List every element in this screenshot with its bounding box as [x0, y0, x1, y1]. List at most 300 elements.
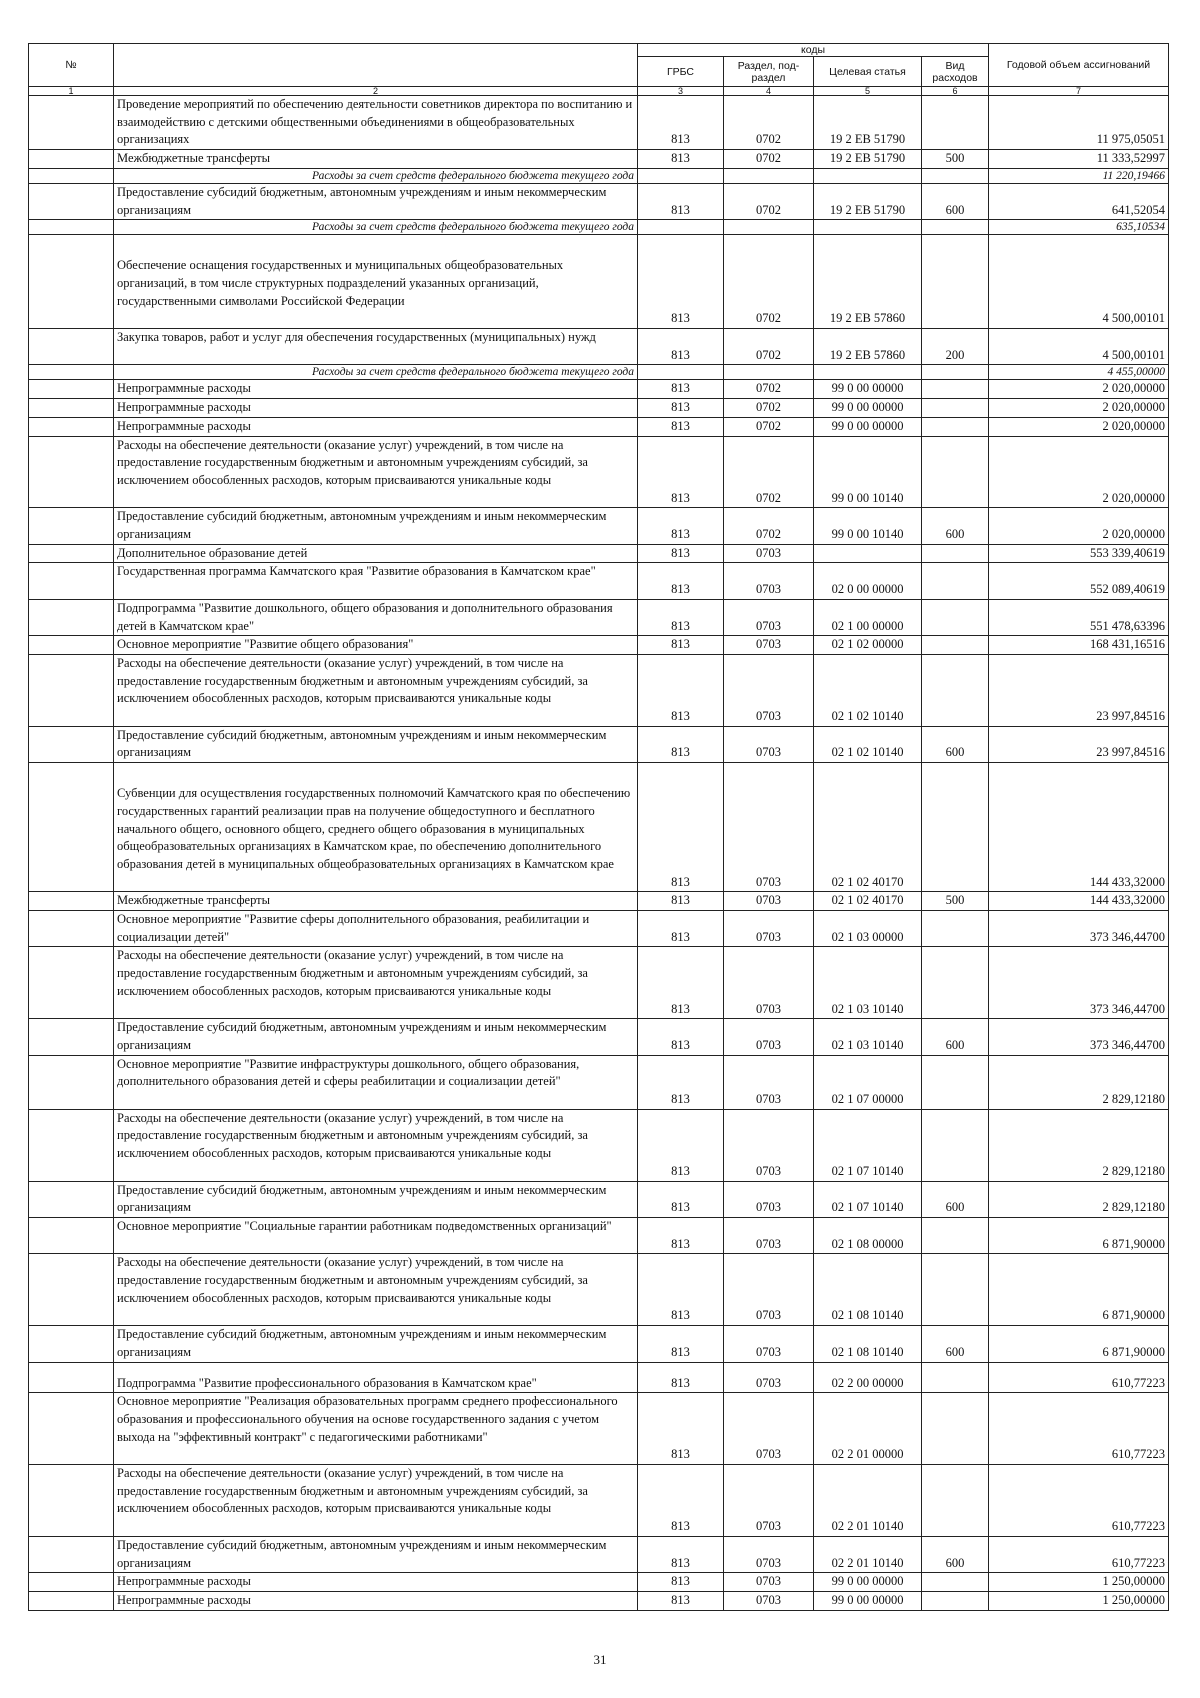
budget-sheet	[28, 43, 1168, 1611]
table-row	[29, 911, 1169, 947]
row-razdel-cell: 0703	[724, 1181, 814, 1217]
row-number-cell	[29, 436, 114, 508]
table-row	[29, 1362, 1169, 1393]
row-razdel-cell: 0703	[724, 1326, 814, 1362]
row-amount-cell: 373 346,44700	[989, 911, 1169, 947]
row-celevaya-cell: 19 2 EB 51790	[814, 183, 922, 219]
row-razdel-cell: 0703	[724, 544, 814, 563]
row-name-cell: Основное мероприятие "Социальные гарантии работникам подведомственных организаций"	[114, 1217, 638, 1253]
row-amount-cell: 610,77223	[989, 1393, 1169, 1465]
table-row	[29, 96, 1169, 150]
row-vid-cell	[922, 1465, 989, 1537]
row-grbs-cell: 813	[638, 399, 724, 418]
row-vid-cell: 600	[922, 726, 989, 762]
row-amount-cell: 1 250,00000	[989, 1573, 1169, 1592]
row-celevaya-cell: 19 2 EB 51790	[814, 150, 922, 169]
row-grbs-cell	[638, 168, 724, 183]
row-celevaya-cell: 19 2 EB 51790	[814, 96, 922, 150]
row-grbs-cell: 813	[638, 1536, 724, 1572]
row-celevaya-cell: 99 0 00 00000	[814, 380, 922, 399]
row-grbs-cell: 813	[638, 947, 724, 1019]
row-razdel-cell: 0703	[724, 1254, 814, 1326]
row-celevaya-cell: 02 1 03 10140	[814, 947, 922, 1019]
row-grbs-cell	[638, 365, 724, 380]
row-grbs-cell: 813	[638, 436, 724, 508]
row-amount-cell: 2 829,12180	[989, 1181, 1169, 1217]
row-vid-cell	[922, 636, 989, 655]
row-celevaya-cell: 02 1 02 00000	[814, 636, 922, 655]
row-amount-cell: 144 433,32000	[989, 892, 1169, 911]
row-amount-cell: 144 433,32000	[989, 763, 1169, 892]
row-name-cell: Основное мероприятие "Развитие общего образования"	[114, 636, 638, 655]
row-celevaya-cell: 02 1 08 00000	[814, 1217, 922, 1253]
row-razdel-cell: 0703	[724, 1217, 814, 1253]
row-number-cell	[29, 636, 114, 655]
row-razdel-cell	[724, 365, 814, 380]
row-grbs-cell: 813	[638, 183, 724, 219]
row-name-cell: Предоставление субсидий бюджетным, автономным учреждениям и иным некоммерческим организациям	[114, 1019, 638, 1055]
row-celevaya-cell	[814, 544, 922, 563]
header-codes: коды	[638, 44, 989, 57]
row-vid-cell	[922, 380, 989, 399]
row-celevaya-cell: 02 2 01 10140	[814, 1536, 922, 1572]
table-row	[29, 399, 1169, 418]
table-row	[29, 1326, 1169, 1362]
row-razdel-cell: 0702	[724, 96, 814, 150]
row-celevaya-cell: 02 1 03 10140	[814, 1019, 922, 1055]
row-number-cell	[29, 947, 114, 1019]
row-name-cell: Непрограммные расходы	[114, 417, 638, 436]
row-amount-cell: 6 871,90000	[989, 1254, 1169, 1326]
table-row	[29, 329, 1169, 365]
row-grbs-cell: 813	[638, 911, 724, 947]
row-number-cell	[29, 599, 114, 635]
row-vid-cell	[922, 1217, 989, 1253]
row-name-cell: Государственная программа Камчатского края "Развитие образования в Камчатском крае"	[114, 563, 638, 599]
row-number-cell	[29, 417, 114, 436]
row-razdel-cell: 0703	[724, 1591, 814, 1610]
row-vid-cell	[922, 399, 989, 418]
row-razdel-cell: 0702	[724, 150, 814, 169]
row-celevaya-cell: 02 1 03 00000	[814, 911, 922, 947]
table-row	[29, 947, 1169, 1019]
row-razdel-cell: 0702	[724, 183, 814, 219]
page-number: 31	[593, 1652, 607, 1667]
table-row	[29, 563, 1169, 599]
row-razdel-cell: 0703	[724, 892, 814, 911]
row-vid-cell: 200	[922, 329, 989, 365]
row-name-cell: Проведение мероприятий по обеспечению деятельности советников директора по воспитанию и взаимодействию с детскими общественными объединениями в общеобразовательных организациях	[114, 96, 638, 150]
row-amount-cell: 373 346,44700	[989, 1019, 1169, 1055]
row-vid-cell	[922, 1591, 989, 1610]
row-vid-cell	[922, 417, 989, 436]
budget-table	[28, 43, 1169, 1611]
row-razdel-cell: 0703	[724, 636, 814, 655]
row-name-cell: Расходы за счет средств федерального бюджета текущего года	[114, 220, 638, 235]
table-row	[29, 599, 1169, 635]
table-row	[29, 1181, 1169, 1217]
row-vid-cell: 600	[922, 1019, 989, 1055]
row-razdel-cell: 0702	[724, 436, 814, 508]
row-vid-cell	[922, 654, 989, 726]
row-grbs-cell: 813	[638, 1055, 724, 1109]
row-grbs-cell: 813	[638, 1326, 724, 1362]
row-vid-cell	[922, 544, 989, 563]
col-number: 7	[989, 87, 1169, 96]
table-row	[29, 183, 1169, 219]
row-amount-cell: 2 020,00000	[989, 508, 1169, 544]
row-name-cell: Подпрограмма "Развитие профессионального образования в Камчатском крае"	[114, 1362, 638, 1393]
row-name-cell: Подпрограмма "Развитие дошкольного, общего образования и дополнительного образования детей в Камчатском крае"	[114, 599, 638, 635]
row-razdel-cell: 0702	[724, 380, 814, 399]
row-celevaya-cell: 02 2 01 10140	[814, 1465, 922, 1537]
row-number-cell	[29, 1217, 114, 1253]
header-celevaya: Целевая статья	[814, 57, 922, 87]
row-celevaya-cell	[814, 220, 922, 235]
table-row	[29, 544, 1169, 563]
row-celevaya-cell: 19 2 EB 57860	[814, 235, 922, 329]
row-razdel-cell: 0703	[724, 654, 814, 726]
table-row	[29, 1217, 1169, 1253]
row-celevaya-cell	[814, 168, 922, 183]
row-celevaya-cell: 99 0 00 00000	[814, 1573, 922, 1592]
row-razdel-cell: 0703	[724, 563, 814, 599]
row-grbs-cell: 813	[638, 1109, 724, 1181]
row-amount-cell: 2 020,00000	[989, 399, 1169, 418]
col-number: 2	[114, 87, 638, 96]
col-number: 5	[814, 87, 922, 96]
row-amount-cell: 4 455,00000	[989, 365, 1169, 380]
row-grbs-cell: 813	[638, 563, 724, 599]
row-razdel-cell: 0703	[724, 763, 814, 892]
row-amount-cell: 2 829,12180	[989, 1055, 1169, 1109]
row-amount-cell: 610,77223	[989, 1362, 1169, 1393]
col-number: 1	[29, 87, 114, 96]
row-vid-cell	[922, 763, 989, 892]
row-number-cell	[29, 1393, 114, 1465]
row-grbs-cell: 813	[638, 380, 724, 399]
row-number-cell	[29, 150, 114, 169]
table-row	[29, 1019, 1169, 1055]
row-celevaya-cell: 02 2 01 00000	[814, 1393, 922, 1465]
row-grbs-cell: 813	[638, 329, 724, 365]
row-name-cell: Расходы на обеспечение деятельности (оказание услуг) учреждений, в том числе на предоставление государственным бюджетным и автономным учреждениям субсидий, за исключением обособленных расходов, которым присваиваются уникальные коды	[114, 654, 638, 726]
row-name-cell: Расходы на обеспечение деятельности (оказание услуг) учреждений, в том числе на предоставление государственным бюджетным и автономным учреждениям субсидий, за исключением обособленных расходов, которым присваиваются уникальные коды	[114, 1465, 638, 1537]
table-header	[29, 44, 1169, 96]
row-vid-cell	[922, 1055, 989, 1109]
row-razdel-cell: 0703	[724, 1362, 814, 1393]
row-name-cell: Предоставление субсидий бюджетным, автономным учреждениям и иным некоммерческим организациям	[114, 726, 638, 762]
note-row	[29, 168, 1169, 183]
row-name-cell: Основное мероприятие "Реализация образовательных программ среднего профессионального образования и профессионального обучения на основе государственного задания с учетом выхода на "эффективный контракт" с педагогическими работниками"	[114, 1393, 638, 1465]
row-name-cell: Основное мероприятие "Развитие инфраструктуры дошкольного, общего образования, дополнительного образования детей и сферы реабилитации и социализации детей"	[114, 1055, 638, 1109]
row-vid-cell: 500	[922, 150, 989, 169]
row-razdel-cell: 0703	[724, 726, 814, 762]
row-number-cell	[29, 892, 114, 911]
row-number-cell	[29, 763, 114, 892]
row-number-cell	[29, 168, 114, 183]
row-vid-cell: 600	[922, 1326, 989, 1362]
table-row	[29, 654, 1169, 726]
row-number-cell	[29, 1536, 114, 1572]
header-name	[114, 44, 638, 87]
row-name-cell: Предоставление субсидий бюджетным, автономным учреждениям и иным некоммерческим организациям	[114, 183, 638, 219]
row-vid-cell	[922, 220, 989, 235]
row-grbs-cell: 813	[638, 892, 724, 911]
table-row	[29, 1591, 1169, 1610]
row-number-cell	[29, 1055, 114, 1109]
table-row	[29, 726, 1169, 762]
row-number-cell	[29, 183, 114, 219]
row-number-cell	[29, 563, 114, 599]
row-amount-cell: 641,52054	[989, 183, 1169, 219]
row-vid-cell	[922, 436, 989, 508]
row-amount-cell: 551 478,63396	[989, 599, 1169, 635]
table-row	[29, 763, 1169, 892]
row-grbs-cell: 813	[638, 654, 724, 726]
table-row	[29, 235, 1169, 329]
table-row	[29, 508, 1169, 544]
row-razdel-cell: 0703	[724, 1465, 814, 1537]
row-amount-cell: 23 997,84516	[989, 654, 1169, 726]
row-grbs-cell: 813	[638, 599, 724, 635]
row-razdel-cell: 0702	[724, 329, 814, 365]
row-number-cell	[29, 1362, 114, 1393]
row-name-cell: Межбюджетные трансферты	[114, 150, 638, 169]
row-name-cell: Предоставление субсидий бюджетным, автономным учреждениям и иным некоммерческим организациям	[114, 508, 638, 544]
row-vid-cell	[922, 1362, 989, 1393]
row-name-cell: Предоставление субсидий бюджетным, автономным учреждениям и иным некоммерческим организациям	[114, 1536, 638, 1572]
row-amount-cell: 2 020,00000	[989, 417, 1169, 436]
row-number-cell	[29, 96, 114, 150]
row-celevaya-cell: 99 0 00 00000	[814, 417, 922, 436]
row-name-cell: Предоставление субсидий бюджетным, автономным учреждениям и иным некоммерческим организациям	[114, 1326, 638, 1362]
row-vid-cell: 600	[922, 1181, 989, 1217]
row-razdel-cell: 0702	[724, 399, 814, 418]
row-vid-cell	[922, 1109, 989, 1181]
row-razdel-cell	[724, 220, 814, 235]
table-row	[29, 1055, 1169, 1109]
row-number-cell	[29, 329, 114, 365]
row-name-cell: Непрограммные расходы	[114, 1591, 638, 1610]
row-celevaya-cell: 99 0 00 00000	[814, 1591, 922, 1610]
row-number-cell	[29, 544, 114, 563]
col-number: 3	[638, 87, 724, 96]
row-celevaya-cell: 02 1 00 00000	[814, 599, 922, 635]
row-number-cell	[29, 726, 114, 762]
row-celevaya-cell: 02 1 02 40170	[814, 892, 922, 911]
row-name-cell: Межбюджетные трансферты	[114, 892, 638, 911]
table-row	[29, 1393, 1169, 1465]
row-grbs-cell: 813	[638, 1217, 724, 1253]
header-vid: Вид расходов	[922, 57, 989, 87]
row-razdel-cell: 0703	[724, 1019, 814, 1055]
row-amount-cell: 2 020,00000	[989, 380, 1169, 399]
row-razdel-cell: 0703	[724, 1109, 814, 1181]
row-number-cell	[29, 380, 114, 399]
row-vid-cell	[922, 563, 989, 599]
row-amount-cell: 553 339,40619	[989, 544, 1169, 563]
row-name-cell: Расходы на обеспечение деятельности (оказание услуг) учреждений, в том числе на предоставление государственным бюджетным и автономным учреждениям субсидий, за исключением обособленных расходов, которым присваиваются уникальные коды	[114, 436, 638, 508]
row-razdel-cell	[724, 168, 814, 183]
row-grbs-cell: 813	[638, 1573, 724, 1592]
row-number-cell	[29, 1181, 114, 1217]
row-celevaya-cell: 02 1 07 00000	[814, 1055, 922, 1109]
row-celevaya-cell: 19 2 EB 57860	[814, 329, 922, 365]
row-number-cell	[29, 220, 114, 235]
row-name-cell: Основное мероприятие "Развитие сферы дополнительного образования, реабилитации и социализации детей"	[114, 911, 638, 947]
row-vid-cell: 600	[922, 1536, 989, 1572]
row-amount-cell: 6 871,90000	[989, 1326, 1169, 1362]
row-amount-cell: 1 250,00000	[989, 1591, 1169, 1610]
row-vid-cell: 600	[922, 508, 989, 544]
row-grbs-cell: 813	[638, 1254, 724, 1326]
row-grbs-cell: 813	[638, 235, 724, 329]
row-amount-cell: 11 333,52997	[989, 150, 1169, 169]
row-vid-cell	[922, 235, 989, 329]
row-amount-cell: 11 220,19466	[989, 168, 1169, 183]
row-number-cell	[29, 1591, 114, 1610]
row-number-cell	[29, 654, 114, 726]
table-row	[29, 636, 1169, 655]
row-number-cell	[29, 399, 114, 418]
row-vid-cell	[922, 96, 989, 150]
row-celevaya-cell: 02 0 00 00000	[814, 563, 922, 599]
table-row	[29, 1109, 1169, 1181]
row-razdel-cell: 0702	[724, 508, 814, 544]
row-celevaya-cell	[814, 365, 922, 380]
row-grbs-cell: 813	[638, 417, 724, 436]
row-celevaya-cell: 99 0 00 10140	[814, 436, 922, 508]
row-name-cell: Обеспечение оснащения государственных и муниципальных общеобразовательных организаций, в том числе структурных подразделений указанных организаций, государственными символами Российской Федерации	[114, 235, 638, 329]
row-celevaya-cell: 02 1 07 10140	[814, 1109, 922, 1181]
table-row	[29, 1573, 1169, 1592]
row-celevaya-cell: 02 1 02 10140	[814, 726, 922, 762]
row-number-cell	[29, 508, 114, 544]
row-razdel-cell: 0703	[724, 1536, 814, 1572]
header-razdel: Раздел, под-раздел	[724, 57, 814, 87]
row-grbs-cell: 813	[638, 1362, 724, 1393]
col-number: 6	[922, 87, 989, 96]
row-vid-cell: 600	[922, 183, 989, 219]
row-vid-cell	[922, 911, 989, 947]
table-row	[29, 1536, 1169, 1572]
row-name-cell: Расходы на обеспечение деятельности (оказание услуг) учреждений, в том числе на предоставление государственным бюджетным и автономным учреждениям субсидий, за исключением обособленных расходов, которым присваиваются уникальные коды	[114, 1109, 638, 1181]
table-row	[29, 1465, 1169, 1537]
col-number: 4	[724, 87, 814, 96]
row-name-cell: Непрограммные расходы	[114, 399, 638, 418]
table-row	[29, 1254, 1169, 1326]
row-name-cell: Предоставление субсидий бюджетным, автономным учреждениям и иным некоммерческим организациям	[114, 1181, 638, 1217]
row-grbs-cell: 813	[638, 150, 724, 169]
row-celevaya-cell: 02 1 02 40170	[814, 763, 922, 892]
row-amount-cell: 610,77223	[989, 1465, 1169, 1537]
row-vid-cell	[922, 947, 989, 1019]
row-amount-cell: 373 346,44700	[989, 947, 1169, 1019]
row-amount-cell: 6 871,90000	[989, 1217, 1169, 1253]
row-number-cell	[29, 1019, 114, 1055]
header-grbs: ГРБС	[638, 57, 724, 87]
row-number-cell	[29, 235, 114, 329]
row-name-cell: Дополнительное образование детей	[114, 544, 638, 563]
row-grbs-cell: 813	[638, 544, 724, 563]
row-amount-cell: 168 431,16516	[989, 636, 1169, 655]
row-celevaya-cell: 02 1 08 10140	[814, 1326, 922, 1362]
row-number-cell	[29, 1254, 114, 1326]
row-celevaya-cell: 99 0 00 10140	[814, 508, 922, 544]
row-grbs-cell: 813	[638, 636, 724, 655]
row-grbs-cell: 813	[638, 726, 724, 762]
header-no: №	[29, 44, 114, 87]
row-name-cell: Закупка товаров, работ и услуг для обеспечения государственных (муниципальных) нужд	[114, 329, 638, 365]
row-name-cell: Расходы на обеспечение деятельности (оказание услуг) учреждений, в том числе на предоставление государственным бюджетным и автономным учреждениям субсидий, за исключением обособленных расходов, которым присваиваются уникальные коды	[114, 1254, 638, 1326]
row-grbs-cell: 813	[638, 1465, 724, 1537]
row-name-cell: Расходы за счет средств федерального бюджета текущего года	[114, 365, 638, 380]
row-razdel-cell: 0702	[724, 235, 814, 329]
header-annual: Годовой объем ассигнований	[989, 44, 1169, 87]
row-number-cell	[29, 1109, 114, 1181]
table-row	[29, 436, 1169, 508]
row-vid-cell	[922, 365, 989, 380]
row-razdel-cell: 0703	[724, 947, 814, 1019]
row-number-cell	[29, 911, 114, 947]
row-name-cell: Расходы на обеспечение деятельности (оказание услуг) учреждений, в том числе на предоставление государственным бюджетным и автономным учреждениям субсидий, за исключением обособленных расходов, которым присваиваются уникальные коды	[114, 947, 638, 1019]
row-amount-cell: 11 975,05051	[989, 96, 1169, 150]
row-celevaya-cell: 99 0 00 00000	[814, 399, 922, 418]
table-row	[29, 892, 1169, 911]
row-grbs-cell: 813	[638, 96, 724, 150]
row-amount-cell: 2 020,00000	[989, 436, 1169, 508]
row-razdel-cell: 0702	[724, 417, 814, 436]
row-name-cell: Непрограммные расходы	[114, 1573, 638, 1592]
row-grbs-cell: 813	[638, 1181, 724, 1217]
row-vid-cell	[922, 1393, 989, 1465]
row-razdel-cell: 0703	[724, 1393, 814, 1465]
row-grbs-cell	[638, 220, 724, 235]
row-grbs-cell: 813	[638, 508, 724, 544]
row-razdel-cell: 0703	[724, 1055, 814, 1109]
row-vid-cell: 500	[922, 892, 989, 911]
table-row	[29, 150, 1169, 169]
row-amount-cell: 4 500,00101	[989, 235, 1169, 329]
row-amount-cell: 23 997,84516	[989, 726, 1169, 762]
table-row	[29, 417, 1169, 436]
note-row	[29, 220, 1169, 235]
row-name-cell: Непрограммные расходы	[114, 380, 638, 399]
row-celevaya-cell: 02 1 07 10140	[814, 1181, 922, 1217]
row-razdel-cell: 0703	[724, 911, 814, 947]
row-amount-cell: 4 500,00101	[989, 329, 1169, 365]
row-name-cell: Субвенции для осуществления государственных полномочий Камчатского края по обеспечению государственных гарантий реализации прав на получение общедоступного и бесплатного начального общего, основного общего, среднего общего образования в муниципальных общеобразовательных организациях в Камчатском крае, по обеспечению дополнительного образования детей в муниципальных общеобразовательных организациях в Камчатском крае	[114, 763, 638, 892]
row-number-cell	[29, 1326, 114, 1362]
row-number-cell	[29, 1465, 114, 1537]
row-amount-cell: 2 829,12180	[989, 1109, 1169, 1181]
row-celevaya-cell: 02 1 02 10140	[814, 654, 922, 726]
row-amount-cell: 552 089,40619	[989, 563, 1169, 599]
row-grbs-cell: 813	[638, 1019, 724, 1055]
row-celevaya-cell: 02 2 00 00000	[814, 1362, 922, 1393]
row-razdel-cell: 0703	[724, 1573, 814, 1592]
row-amount-cell: 610,77223	[989, 1536, 1169, 1572]
note-row	[29, 365, 1169, 380]
row-amount-cell: 635,10534	[989, 220, 1169, 235]
table-row	[29, 380, 1169, 399]
row-vid-cell	[922, 1573, 989, 1592]
row-grbs-cell: 813	[638, 1393, 724, 1465]
row-celevaya-cell: 02 1 08 10140	[814, 1254, 922, 1326]
row-vid-cell	[922, 168, 989, 183]
row-grbs-cell: 813	[638, 1591, 724, 1610]
